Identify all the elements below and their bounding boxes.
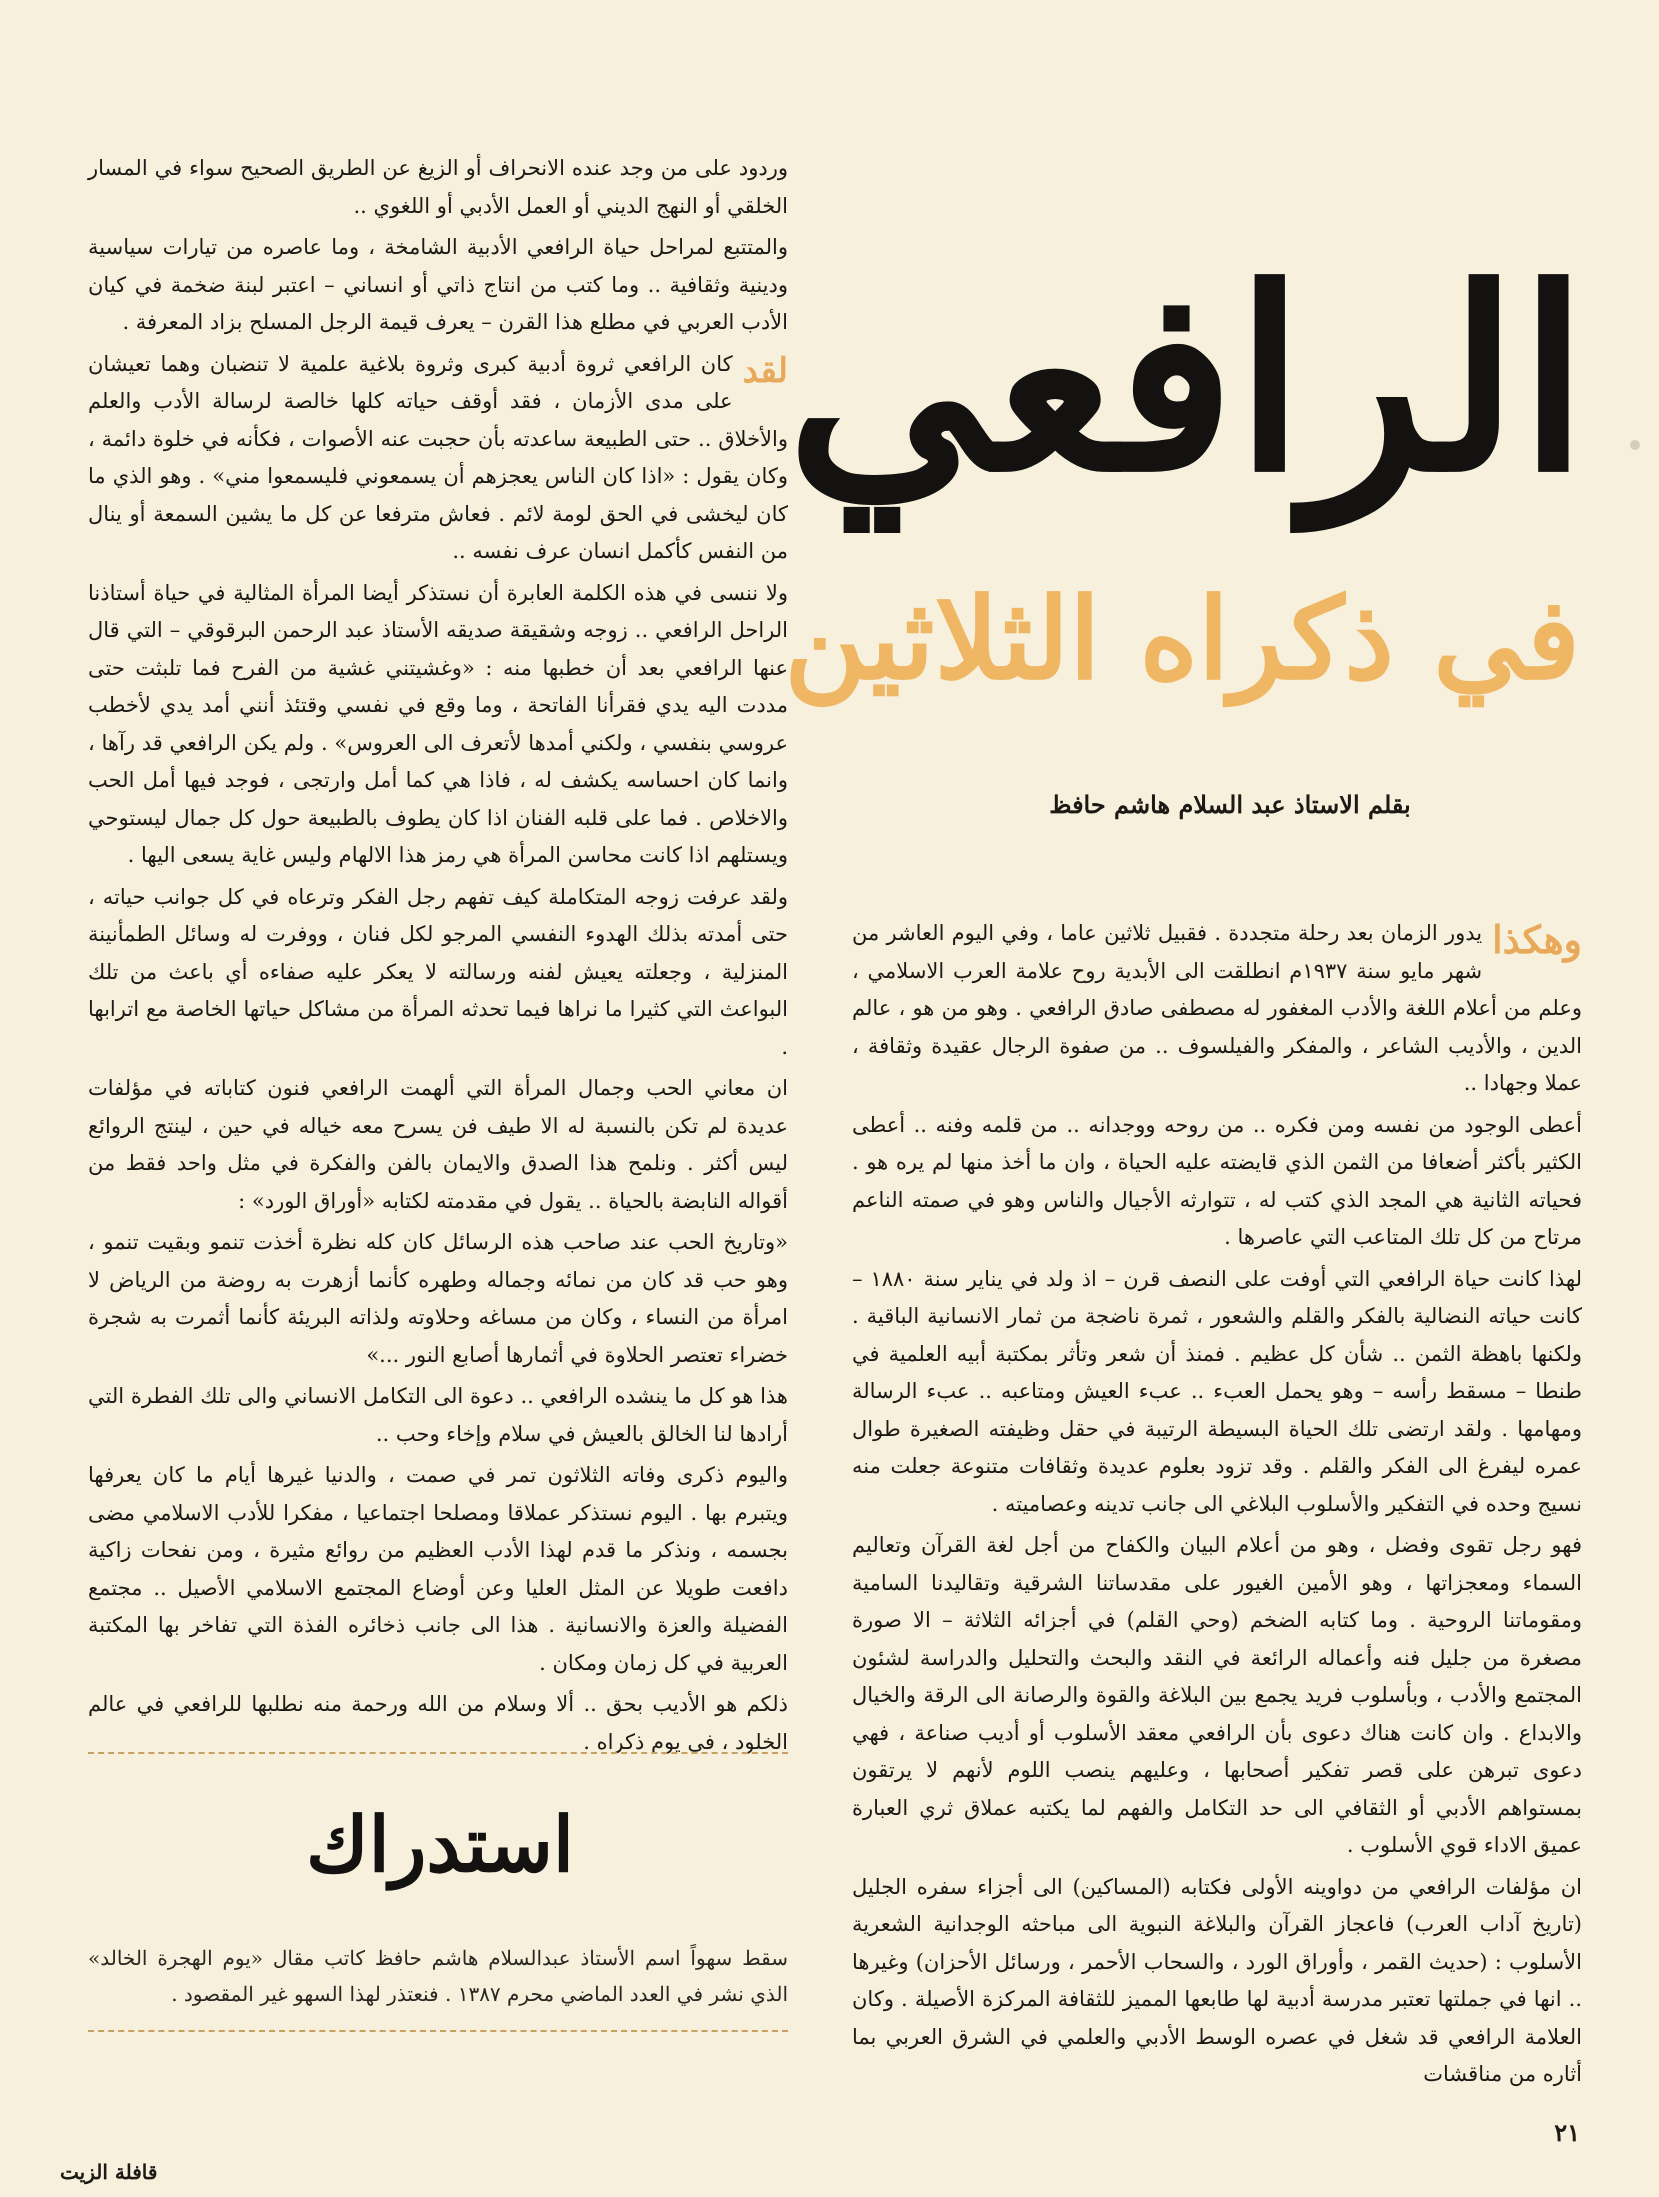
correction-heading: استدراك	[305, 1800, 575, 1889]
paragraph: لهذا كانت حياة الرافعي التي أوفت على النصف قرن – اذ ولد في يناير سنة ١٨٨٠ – كانت حياته النضالية بالفكر والقلم والشعور ، ثمرة ناضجة من ثمار الانسانية الباقية . ولكنها باهظة الثمن .. شأن كل عظيم . فمنذ أن شعر وتأثر بمكتبة أبيه العلمية في طنطا – مسقط رأسه – وهو يحمل العبء .. عبء العيش ومتاعبه .. عبء الرسالة ومهامها . ولقد ارتضى تلك الحياة البسيطة الرتيبة في حقل وظيفته الصغيرة طوال عمره ليفرغ الى الفكر والقلم . وقد تزود بعلوم عديدة وثقافات متنوعة جعلت منه نسيج وحده في التفكير والأسلوب البلاغي الى جانب تدينه وعصاميته .	[852, 1266, 1582, 1516]
article-title: الرافعي	[786, 233, 1588, 527]
paragraph: أعطى الوجود من نفسه ومن فكره .. من روحه ووجدانه .. من قلمه وفنه .. أعطى الكثير بأكثر أضعافا من الثمن الذي قايضته عليه الحياة ، وان ما أخذ منها لم يره هو . فحياته الثانية هي المجد الذي كتب له ، تتوارثه الأجيال والناس وهو في صمته الناعم مرتاح من كل تلك المتاعب التي عاصرها .	[852, 1112, 1582, 1249]
lead-word: وهكذا	[1492, 917, 1582, 962]
paragraph: ولقد عرفت زوجه المتكاملة كيف تفهم رجل الفكر وترعاه في كل جوانب حياته ، حتى أمدته بذلك الهدوء النفسي المرجو لكل فنان ، ووفرت له وسائل الطمأنينة المنزلية ، وجعلته يعيش لفنه ورسالته لا يعكر عليه صفاءه أي باعث من تلك البواعث التي كثيرا ما نراها فيما تحدثه المرأة من مشاكل حياتها الخاصة مع اترابها .	[88, 884, 788, 1059]
paragraph: ان مؤلفات الرافعي من دواوينه الأولى فكتابه (المساكين) الى أجزاء سفره الجليل (تاريخ آداب العرب) فاعجاز القرآن والبلاغة النبوية الى مباحثه الوجدانية الشعرية الأسلوب : (حديث القمر ، وأوراق الورد ، والسحاب الأحمر ، ورسائل الأحزان) وغيرها .. انها في جملتها تعتبر مدرسة أدبية لها طابعها المميز للثقافة المركزة الأصيلة . وكان العلامة الرافعي قد شغل في عصره الوسط الأدبي والعلمي في الشرق العربي بما أثاره من مناقشات	[852, 1874, 1582, 2086]
article-subtitle: في ذكراه الثلاثين	[784, 574, 1580, 705]
paragraph: ولا ننسى في هذه الكلمة العابرة أن نستذكر أيضا المرأة المثالية في حياة أستاذنا الراحل الرافعي .. زوجه وشقيقة صديقه الأستاذ عبد الرحمن البرقوقي – التي قال عنها الرافعي بعد أن خطبها منه : «وغشيتني غشية من الفرح فما تلبثت حتى مددت اليه يدي فقرأنا الفاتحة ، وما وقع في نفسي وقتئذ أنني أمد يدي لأخطب عروسي بنفسي ، ولكني أمدها لأتعرف الى العروس» . ولم يكن الرافعي قد رآها ، وانما كان احساسه يكشف له ، فاذا هي كما أمل وارتجى ، فوجد فيها أمل الحب والاخلاص . فما على قلبه الفنان اذا كان يطوف بالطبيعة حول كل جمال ليستوحي ويستلهم اذا كانت محاسن المرأة هي رمز هذا الالهام وليس غاية يسعى اليها .	[88, 580, 788, 867]
left-column	[88, 150, 788, 1765]
paragraph: «وتاريخ الحب عند صاحب هذه الرسائل كان كله نظرة أخذت تنمو وبقيت تنمو ، وهو حب قد كان من نمائه وجماله وطهره كأنما أزهرت به روضة من الرياض لا امرأة من النساء ، وكان من مساغه وحلاوته ولذاته البريئة كأنما أثمرت به شجرة خضراء تعتصر الحلاوة في أثمارها أصابع النور ...»	[88, 1230, 788, 1367]
paragraph: ان معاني الحب وجمال المرأة التي ألهمت الرافعي فنون كتاباته في مؤلفات عديدة لم تكن بالنسبة له الا طيف فن يسرح معه خياله في حين ، لينتج الروائع ليس أكثر . ونلمح هذا الصدق والايمان بالفن والفكرة في مثل واحد فقط من أقواله النابضة بالحياة .. يقول في مقدمته لكتابه «أوراق الورد» :	[88, 1076, 788, 1213]
paragraph: والمتتبع لمراحل حياة الرافعي الأدبية الشامخة ، وما عاصره من تيارات سياسية ودينية وثقافية .. وما كتب من انتاج ذاتي أو انساني – اعتبر لبنة ضخمة في كيان الأدب العربي في مطلع هذا القرن – يعرف قيمة الرجل المسلح بزاد المعرفة .	[88, 235, 788, 334]
paragraph: وهكذا يدور الزمان بعد رحلة متجددة . فقبيل ثلاثين عاما ، وفي اليوم العاشر من شهر مايو سنة ١٩٣٧م انطلقت الى الأبدية روح علامة العرب الاسلامي ، وعلم من أعلام اللغة والأدب المغفور له مصطفى صادق الرافعي . وهو من هو ، عالم الدين ، والأديب الشاعر ، والمفكر والفيلسوف .. من صفوة الرجال عقيدة وثقافة ، عملا وجهادا ..	[852, 917, 1582, 1095]
page-number: ٢١	[1554, 2118, 1580, 2147]
byline: بقلم الاستاذ عبد السلام هاشم حافظ	[1049, 790, 1411, 819]
section-divider	[88, 1752, 788, 1754]
magazine-name: قافلة الزيت	[60, 2160, 158, 2184]
paragraph: ذلكم هو الأديب بحق .. ألا وسلام من الله ورحمة منه نطلبها للرافعي في عالم الخلود ، في يوم ذكراه .	[88, 1692, 788, 1754]
paragraph: فهو رجل تقوى وفضل ، وهو من أعلام البيان والكفاح من أجل لغة القرآن وتعاليم السماء ومعجزاتها ، وهو الأمين الغيور على مقدساتنا الشرقية وتقاليدنا السامية ومقوماتنا الروحية . وما كتابه الضخم (وحي القلم) في أجزائه الثلاثة – الا صورة مصغرة من جليل فنه وأعماله الرائعة في النقد والبحث والتحليل والدراسة لشئون المجتمع والأدب ، وبأسلوب فريد يجمع بين البلاغة والقوة والرصانة الى الرقة والخيال والابداع . وان كانت هناك دعوى بأن الرافعي معقد الأسلوب أو أديب صناعة ، فهي دعوى تبرهن على قصر تفكير أصحابها ، وعليهم ينصب اللوم لأنهم لا يرتقون بمستواهم الأدبي أو الثقافي الى حد التكامل والفهم لما يكتبه عملاق ثري العبارة عميق الاداء قوي الأسلوب .	[852, 1533, 1582, 1857]
paragraph: واليوم ذكرى وفاته الثلاثون تمر في صمت ، والدنيا غيرها أيام ما كان يعرفها ويتبرم بها . اليوم نستذكر عملاقا ومصلحا اجتماعيا ، مفكرا للأدب الاسلامي مضى بجسمه ، ونذكر ما قدم لهذا الأدب العظيم من روائع مثيرة ، ومن نفحات زاكية دافعت طويلا عن المثل العليا وعن أوضاع المجتمع الاسلامي الأصيل .. مجتمع الفضيلة والعزة والانسانية . هذا الى جانب ذخائره الفذة التي تفاخر بها المكتبة العربية في كل زمان ومكان .	[88, 1463, 788, 1675]
paragraph: هذا هو كل ما ينشده الرافعي .. دعوة الى التكامل الانساني والى تلك الفطرة التي أرادها لنا الخالق بالعيش في سلام وإخاء وحب ..	[88, 1384, 788, 1446]
correction-text: سقط سهواً اسم الأستاذ عبدالسلام هاشم حافظ كاتب مقال «يوم الهجرة الخالد» الذي نشر في العدد الماضي محرم ١٣٨٧ . فنعتذر لهذا السهو غير المقصود .	[88, 1946, 788, 2006]
decorative-dot	[1630, 440, 1640, 450]
paragraph: لقد كان الرافعي ثروة أدبية كبرى وثروة بلاغية علمية لا تنضبان وهما تعيشان على مدى الأزمان ، فقد أوقف حياته كلها خالصة لرسالة الأدب والعلم والأخلاق .. حتى الطبيعة ساعدته بأن حجبت عنه الأصوات ، فكأنه في خلوة دائمة ، وكان يقول : «اذا كان الناس يعجزهم أن يسمعوني فليسمعوا مني» . وهو الذي ما كان ليخشى في الحق لومة لائم . فعاش مترفعا عن كل ما يشين السمعة أو ينال من النفس كأكمل انسان عرف نفسه ..	[88, 346, 788, 571]
right-column	[852, 915, 1582, 2098]
paragraph: وردود على من وجد عنده الانحراف أو الزيغ عن الطريق الصحيح سواء في المسار الخلقي أو النهج الديني أو العمل الأدبي أو اللغوي ..	[88, 156, 788, 218]
lead-word: لقد	[742, 350, 788, 391]
section-divider	[88, 2030, 788, 2032]
